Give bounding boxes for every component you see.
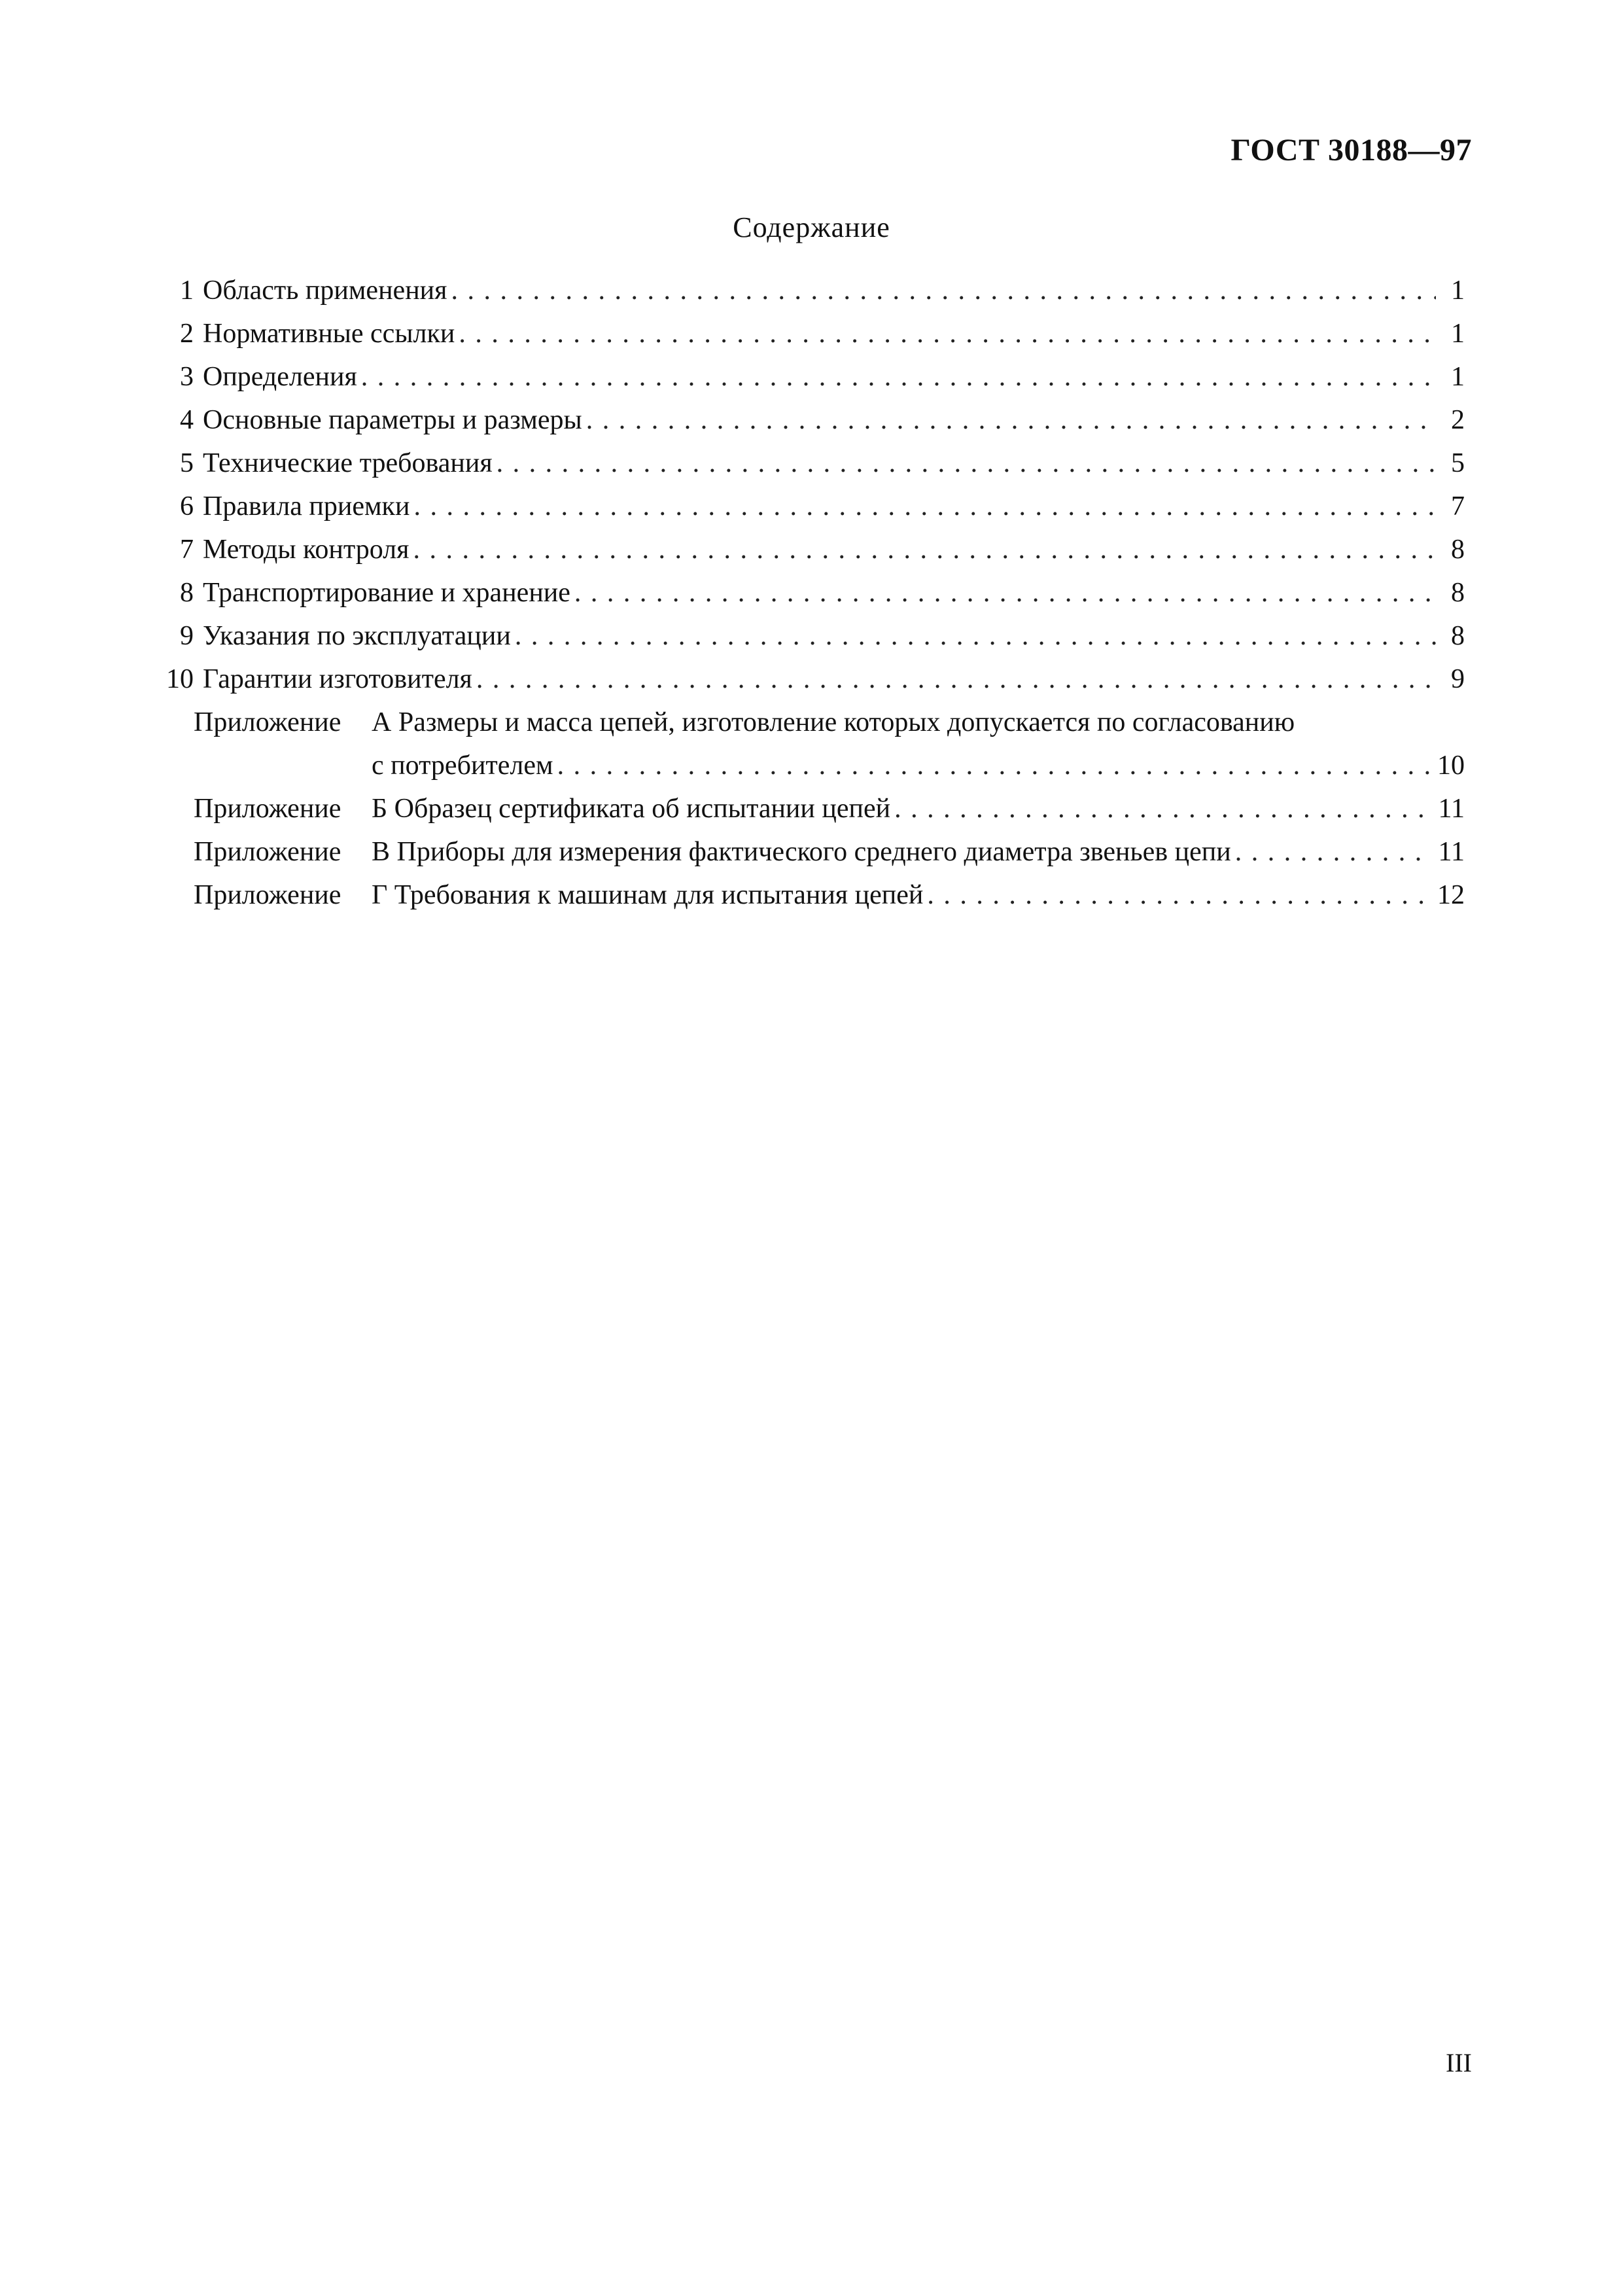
appendix-title: В Приборы для измерения фактического среднего диаметра звеньев цепи xyxy=(372,837,1231,867)
toc-entry-number: 8 xyxy=(180,578,194,608)
toc-appendix-entry-continuation[interactable] xyxy=(153,744,1465,787)
appendix-title: Г Требования к машинам для испытания цепей xyxy=(372,880,924,910)
dot-leader xyxy=(927,874,1431,917)
toc-entry-number: 3 xyxy=(180,362,194,392)
toc-entry-page: 1 xyxy=(1451,275,1465,306)
toc-entry-number: 10 xyxy=(166,664,194,694)
toc-appendix-entry[interactable] xyxy=(153,701,1465,744)
dot-leader xyxy=(586,398,1436,442)
toc-entry-title: Правила приемки xyxy=(203,491,410,521)
toc-entry-number: 7 xyxy=(180,535,194,565)
appendix-title: Б Образец сертификата об испытании цепей xyxy=(372,794,891,824)
dot-leader xyxy=(894,787,1431,830)
appendix-page: 11 xyxy=(1438,837,1465,867)
toc-entry-title: Основные параметры и размеры xyxy=(203,405,582,435)
toc-title: Содержание xyxy=(733,211,890,243)
toc-entry-number: 4 xyxy=(180,405,194,435)
toc-entry[interactable] xyxy=(153,614,1465,658)
toc-entry[interactable] xyxy=(153,312,1465,355)
toc-entry-title: Указания по эксплуатации xyxy=(203,621,511,651)
dot-leader xyxy=(557,744,1431,787)
appendix-title: А Размеры и масса цепей, изготовление которых допускается по согласованию xyxy=(372,707,1295,737)
table-of-contents xyxy=(153,269,1465,917)
toc-entry-number: 5 xyxy=(180,448,194,478)
toc-entry-page: 8 xyxy=(1451,535,1465,565)
toc-appendix-entry[interactable] xyxy=(153,787,1465,830)
toc-entry-title: Определения xyxy=(203,362,357,392)
toc-entry-title: Технические требования xyxy=(203,448,493,478)
toc-entry-title: Методы контроля xyxy=(203,535,410,565)
toc-entry-page: 5 xyxy=(1451,448,1465,478)
dot-leader xyxy=(497,442,1436,485)
dot-leader xyxy=(476,658,1436,701)
toc-entry-page: 2 xyxy=(1451,405,1465,435)
toc-entry-title: Транспортирование и хранение xyxy=(203,578,570,608)
toc-entry[interactable] xyxy=(153,398,1465,442)
toc-entry-number: 1 xyxy=(180,275,194,306)
appendix-page: 12 xyxy=(1437,880,1465,910)
appendix-page: 11 xyxy=(1438,794,1465,824)
appendix-title-continued: с потребителем xyxy=(372,751,553,781)
appendix-label: Приложение xyxy=(194,794,341,824)
toc-entry-page: 7 xyxy=(1451,491,1465,521)
toc-entry[interactable] xyxy=(153,528,1465,571)
dot-leader xyxy=(413,528,1436,571)
dot-leader xyxy=(451,269,1436,312)
appendix-label: Приложение xyxy=(194,880,341,910)
page-number: III xyxy=(1446,2048,1472,2077)
toc-entry[interactable] xyxy=(153,485,1465,528)
toc-entry[interactable] xyxy=(153,442,1465,485)
dot-leader xyxy=(574,571,1436,614)
toc-entry[interactable] xyxy=(153,658,1465,701)
dot-leader xyxy=(459,312,1436,355)
appendix-label: Приложение xyxy=(194,707,341,737)
document-code: ГОСТ 30188—97 xyxy=(1230,133,1472,168)
toc-entry-page: 9 xyxy=(1451,664,1465,694)
toc-entry-title: Нормативные ссылки xyxy=(203,319,455,349)
dot-leader xyxy=(361,355,1436,398)
toc-entry[interactable] xyxy=(153,355,1465,398)
toc-entry-page: 1 xyxy=(1451,362,1465,392)
toc-entry-page: 8 xyxy=(1451,621,1465,651)
toc-entry-page: 8 xyxy=(1451,578,1465,608)
dot-leader xyxy=(413,485,1436,528)
appendix-label: Приложение xyxy=(194,837,341,867)
toc-entry-title: Область применения xyxy=(203,275,447,306)
toc-entry-page: 1 xyxy=(1451,319,1465,349)
toc-entry-title: Гарантии изготовителя xyxy=(203,664,472,694)
dot-leader xyxy=(515,614,1436,658)
toc-entry-number: 2 xyxy=(180,319,194,349)
appendix-page: 10 xyxy=(1437,751,1465,781)
toc-appendix-entry[interactable] xyxy=(153,830,1465,874)
dot-leader xyxy=(1235,830,1432,874)
toc-entry-number: 6 xyxy=(180,491,194,521)
toc-appendix-entry[interactable] xyxy=(153,874,1465,917)
toc-entry[interactable] xyxy=(153,571,1465,614)
toc-entry[interactable] xyxy=(153,269,1465,312)
toc-entry-number: 9 xyxy=(180,621,194,651)
